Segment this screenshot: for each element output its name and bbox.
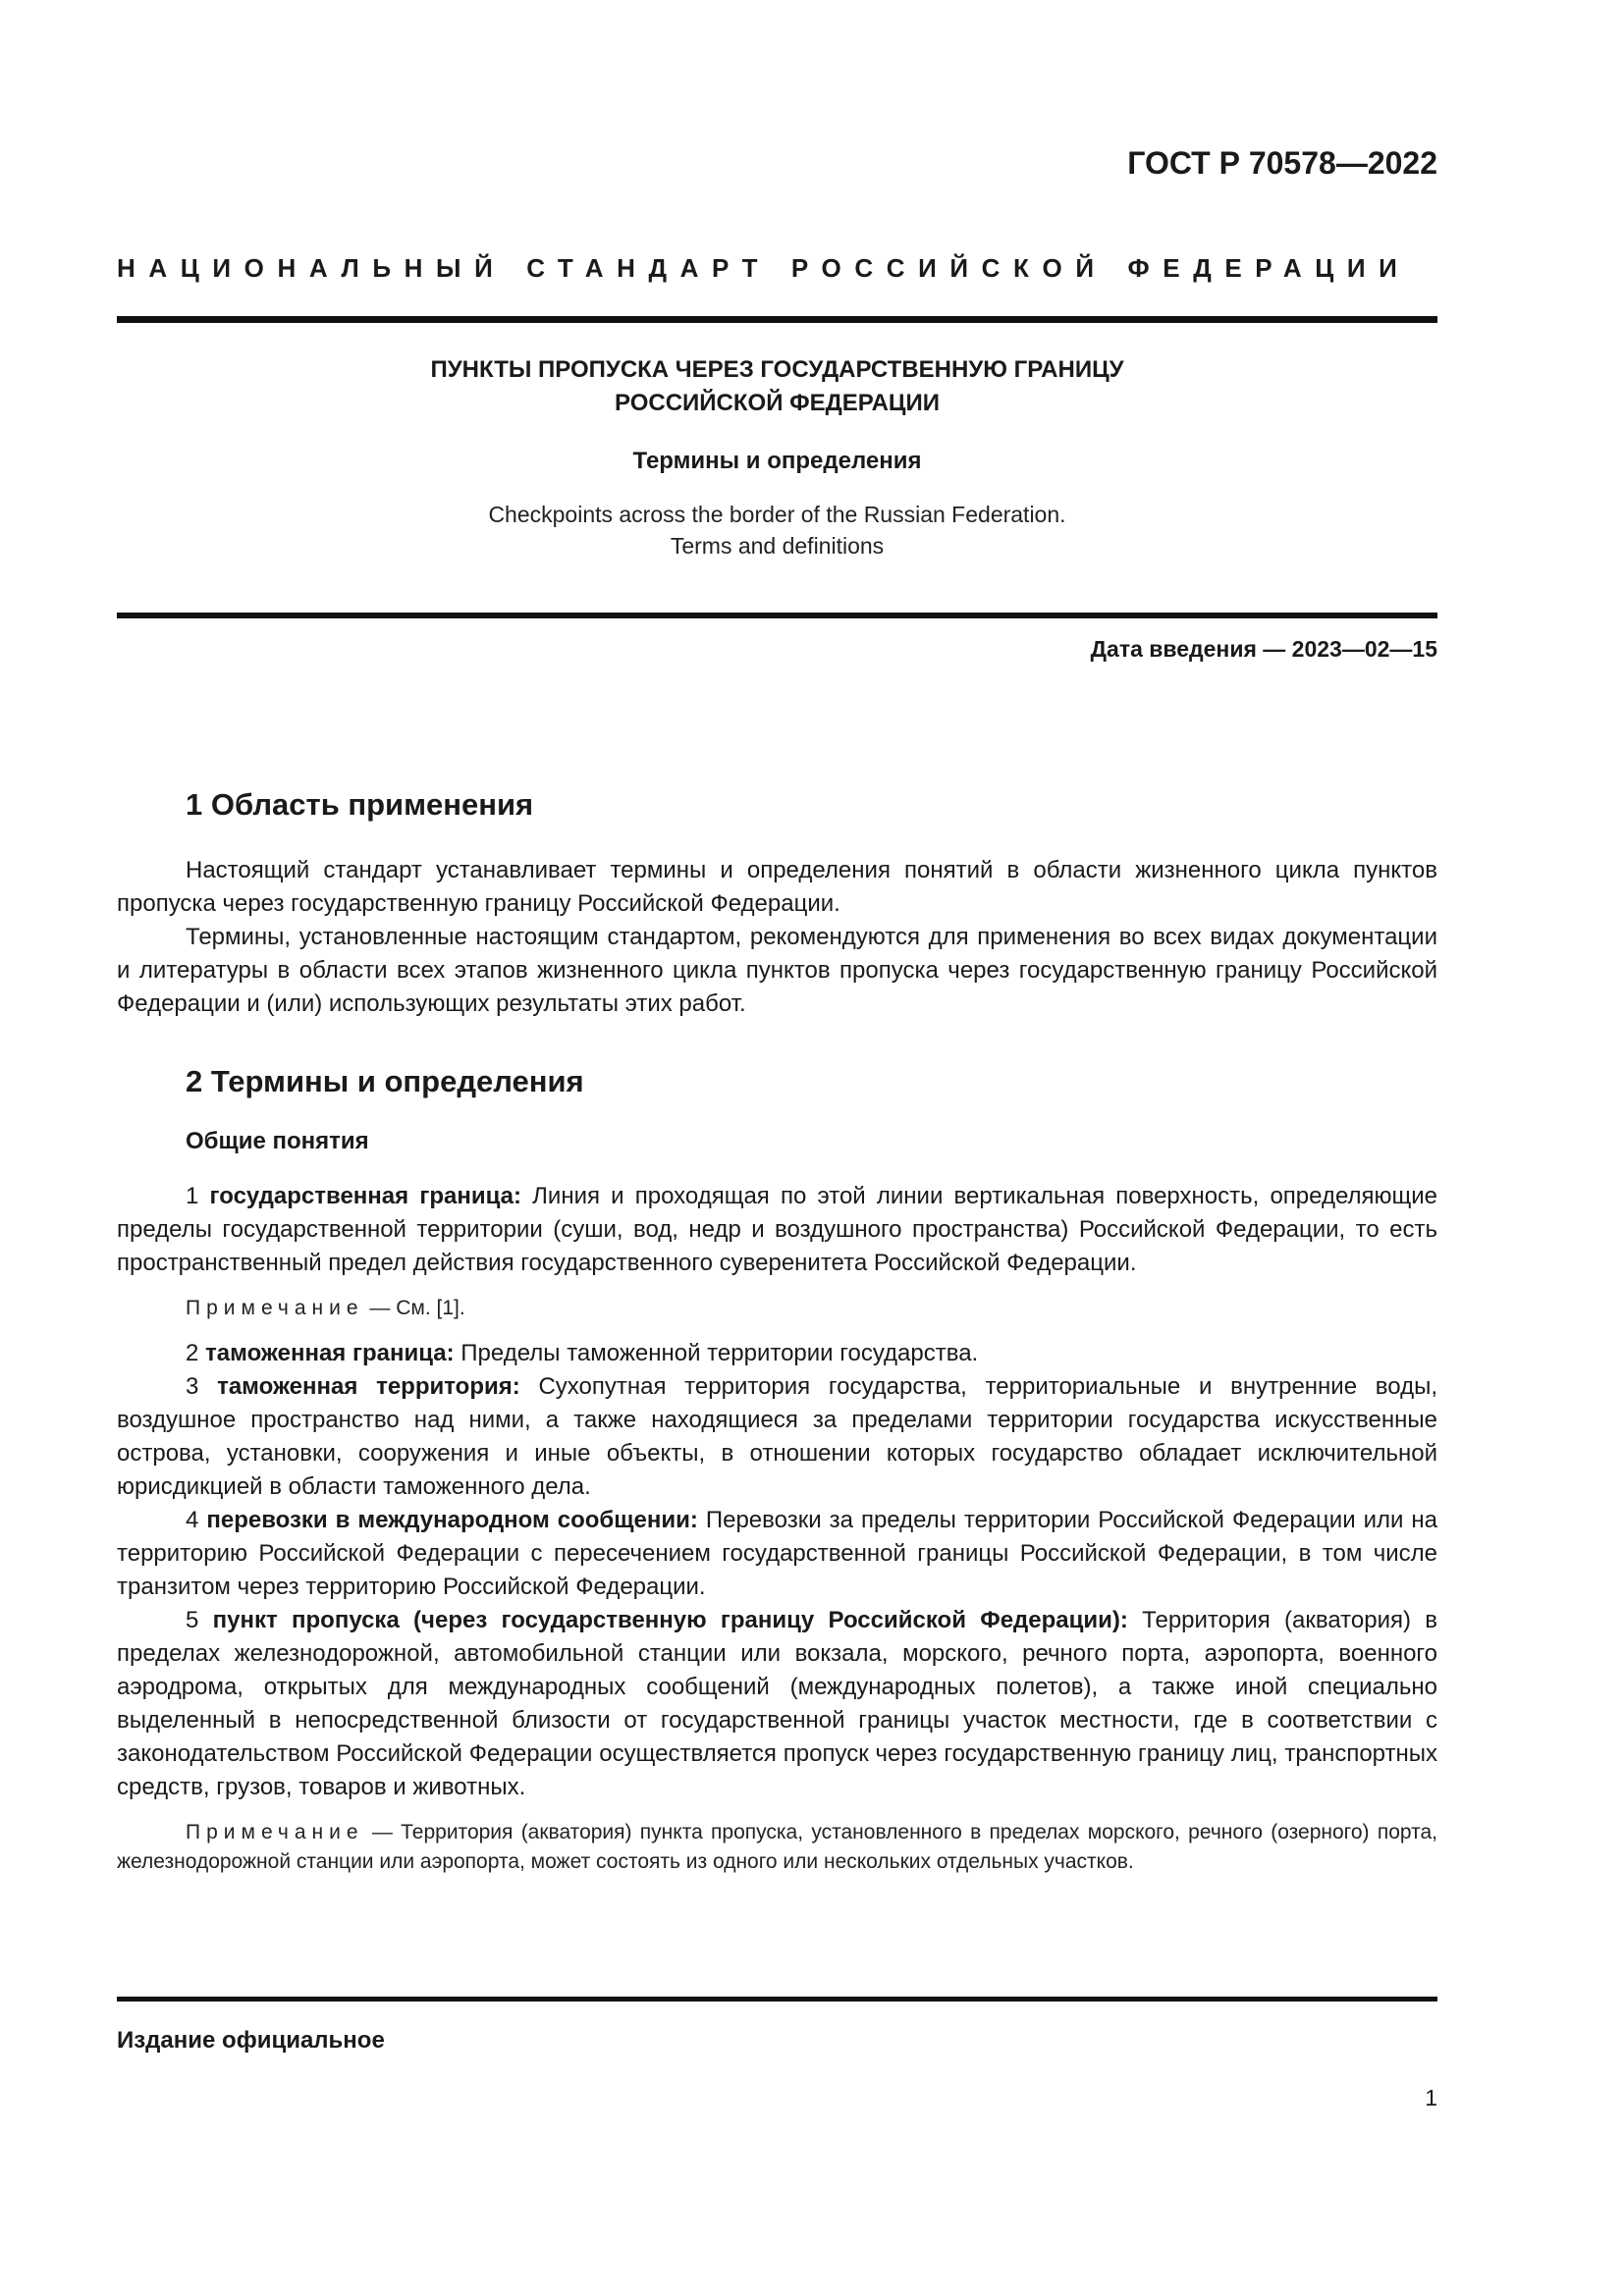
title-en-line-1: Checkpoints across the border of the Russian Federation.: [488, 502, 1066, 527]
term-name: пункт пропуска (через государственную границу Российской Федерации):: [212, 1607, 1128, 1633]
section-2-heading: 2 Термины и определения: [186, 1064, 584, 1098]
term-entry-4: [117, 1504, 1437, 1604]
section-1-paragraph: Настоящий стандарт устанавливает термины и определения понятий в области жизненного цикла пунктов пропуска через государственную границу Российской Федерации.: [117, 857, 1437, 917]
section-1-text: [117, 854, 1437, 1021]
footer-rule: [117, 1997, 1437, 2002]
term-name: таможенная территория:: [217, 1373, 520, 1400]
section-1-heading: 1 Область применения: [186, 787, 534, 822]
term-definition: Сухопутная территория государства, территориальные и внутренние воды, воздушное пространство над ними, а также находящиеся за пределами территории государства искусственные острова, установки, сооружения и иные объекты, в отношении которых государство обладает исключительной юрисдикцией в области таможенного дела.: [117, 1373, 1437, 1500]
term-definition: Линия и проходящая по этой линии вертикальная поверхность, определяющие пределы государственной территории (суши, вод, недр и воздушного пространства) Российской Федерации, то есть пространственный предел действия государственного суверенитета Российской Федерации.: [117, 1183, 1438, 1276]
official-edition-label: Издание официальное: [117, 2027, 385, 2054]
document-number: ГОСТ Р 70578—2022: [1127, 145, 1437, 181]
title-ru: [117, 353, 1437, 420]
page-number: 1: [1425, 2085, 1437, 2110]
document-page: [117, 0, 1437, 2296]
term-name: таможенная граница:: [205, 1340, 455, 1366]
section-2-subheading: Общие понятия: [186, 1128, 369, 1154]
note-2: [117, 1818, 1437, 1877]
header-rule: [117, 316, 1437, 323]
term-name: государственная граница:: [209, 1183, 521, 1209]
subtitle-ru: Термины и определения: [632, 448, 922, 474]
term-number: 3: [186, 1373, 199, 1400]
title-ru-line-2: РОССИЙСКОЙ ФЕДЕРАЦИИ: [615, 390, 940, 416]
document-body: [117, 785, 1437, 1877]
term-number: 1: [186, 1183, 199, 1209]
note-label: Примечание: [186, 1821, 364, 1843]
term-definition: Перевозки за пределы территории Российской Федерации или на территорию Российской Федерации с пересечением государственной границы Российской Федерации, в том числе транзитом через территорию Российской Федерации.: [117, 1507, 1438, 1600]
term-definition: Пределы таможенной территории государства.: [460, 1340, 979, 1366]
introduction-date: Дата введения — 2023—02—15: [1090, 636, 1437, 662]
title-block: [117, 353, 1437, 561]
term-entry-2: [117, 1337, 1437, 1370]
title-en-line-2: Terms and definitions: [670, 533, 885, 559]
title-ru-line-1: ПУНКТЫ ПРОПУСКА ЧЕРЕЗ ГОСУДАРСТВЕННУЮ ГРАНИЦУ: [430, 356, 1124, 383]
title-rule: [117, 613, 1437, 618]
section-1-paragraph: Термины, установленные настоящим стандартом, рекомендуются для применения во всех видах документации и литературы в области всех этапов жизненного цикла пунктов пропуска через государственную границу Российской Федерации и (или) использующих результаты этих работ.: [117, 924, 1437, 1017]
term-entry-5: [117, 1604, 1437, 1804]
term-entry-3: [117, 1370, 1437, 1504]
note-label: Примечание: [186, 1297, 364, 1319]
title-en: [117, 499, 1437, 561]
term-number: 2: [186, 1340, 199, 1366]
term-number: 5: [186, 1607, 199, 1633]
national-standard-banner: НАЦИОНАЛЬНЫЙ СТАНДАРТ РОССИЙСКОЙ ФЕДЕРАЦИИ: [117, 253, 1411, 283]
term-definition: Территория (акватория) в пределах железнодорожной, автомобильной станции или вокзала, морского, речного порта, аэропорта, военного аэродрома, открытых для международных сообщений (международных полетов), а также иной специально выделенный в непосредственной близости от государственной границы участок местности, где в соответствии с законодательством Российской Федерации осуществляется пропуск через государственную границу лиц, транспортных средств, грузов, товаров и животных.: [117, 1607, 1438, 1800]
term-list: [117, 1180, 1437, 1877]
term-entry-1: [117, 1180, 1437, 1280]
term-number: 4: [186, 1507, 199, 1533]
note-text: — Территория (акватория) пункта пропуска, установленного в пределах морского, речного (озерного) порта, железнодорожной станции или аэропорта, может состоять из одного или нескольких отдельных участков.: [117, 1821, 1437, 1873]
note-1: [117, 1294, 1437, 1323]
term-name: перевозки в международном сообщении:: [206, 1507, 698, 1533]
note-text: — См. [1].: [369, 1297, 465, 1319]
